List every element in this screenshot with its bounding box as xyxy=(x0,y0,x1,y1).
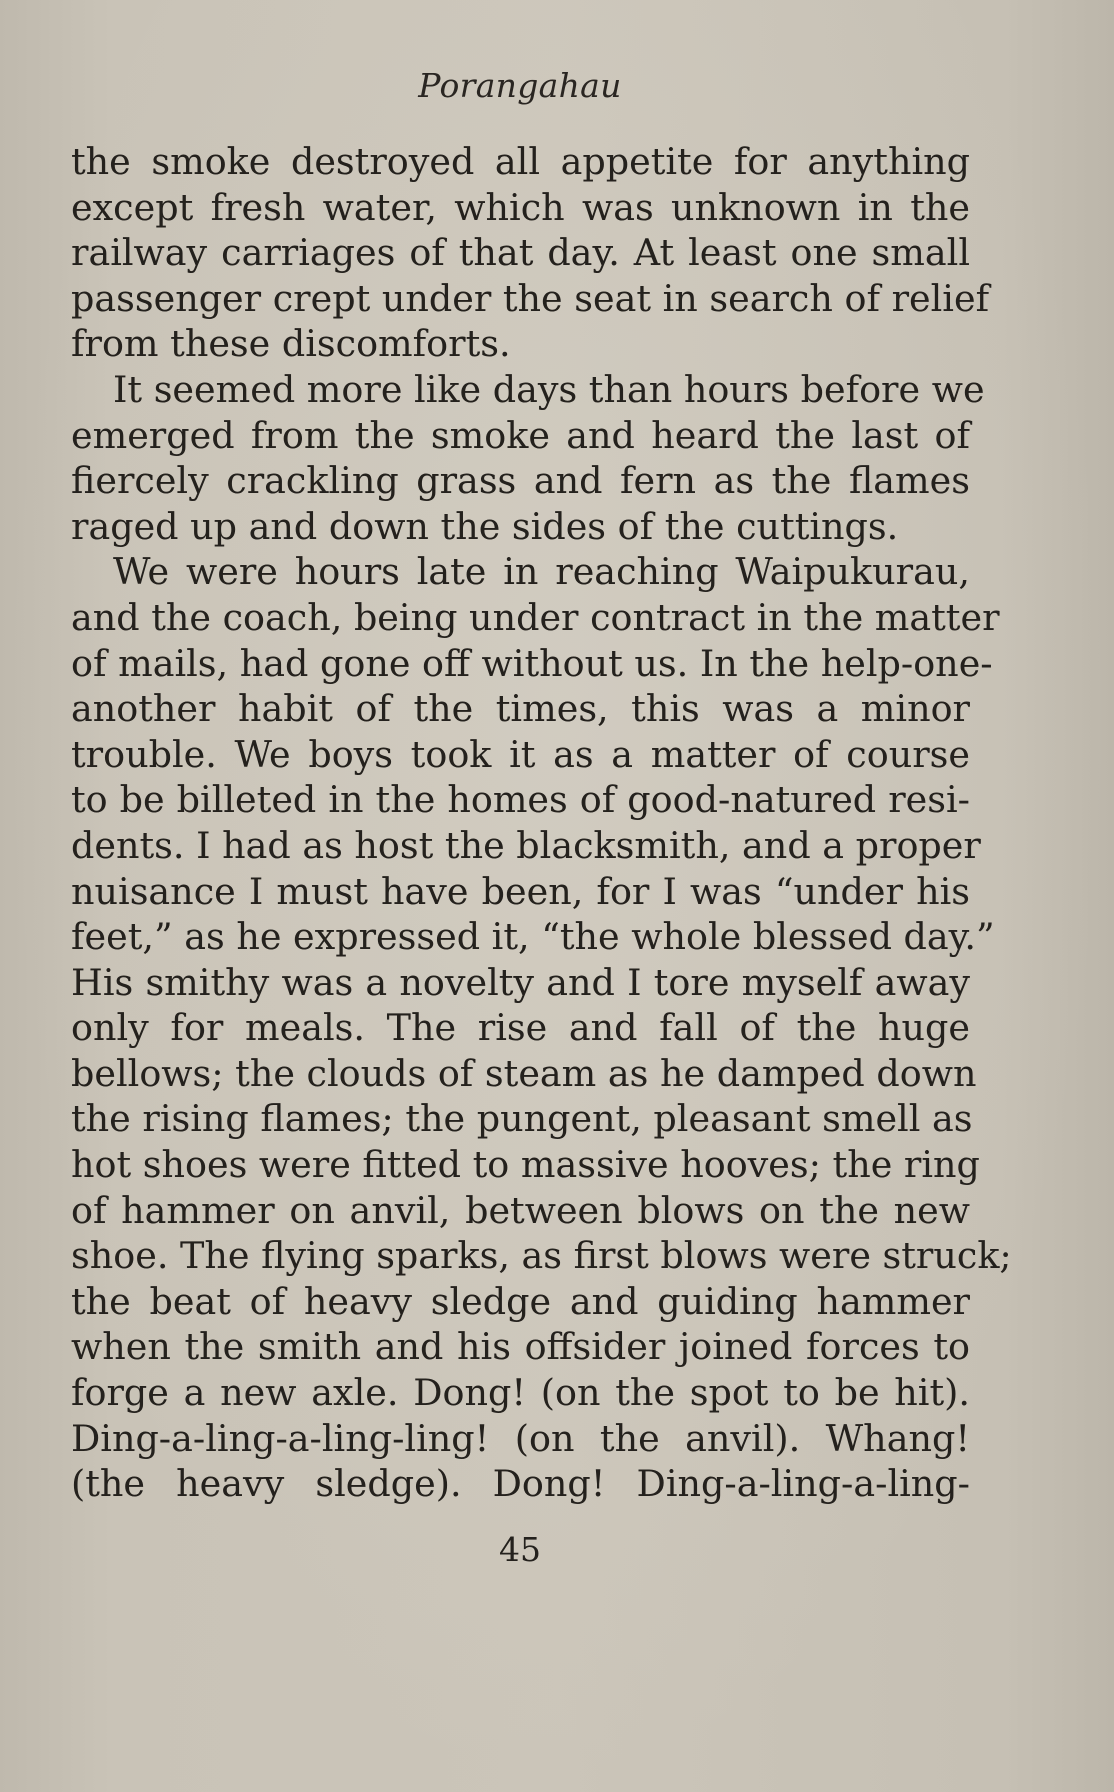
text-line: raged up and down the sides of the cuttings. xyxy=(71,504,899,548)
text-line: railway carriages of that day. At least one small xyxy=(71,231,970,275)
text-line: when the smith and his offsider joined forces to xyxy=(71,1325,970,1369)
running-head: Porangahau xyxy=(418,66,622,105)
text-line: the beat of heavy sledge and guiding hammer xyxy=(71,1279,970,1323)
text-line: trouble. We boys took it as a matter of course xyxy=(71,732,970,776)
text-line: feet,” as he expressed it, “the whole blessed day.” xyxy=(71,915,995,959)
text-line: emerged from the smoke and heard the last of xyxy=(71,413,970,457)
text-line: fiercely crackling grass and fern as the flames xyxy=(71,459,970,503)
body-text xyxy=(71,139,1012,1507)
text-line: hot shoes were fitted to massive hooves; the ring xyxy=(71,1143,980,1187)
text-line: from these discomforts. xyxy=(71,322,511,366)
text-line: the rising flames; the pungent, pleasant smell as xyxy=(71,1097,973,1141)
text-line: (the heavy sledge). Dong! Ding-a-ling-a-ling- xyxy=(71,1462,970,1506)
text-line: the smoke destroyed all appetite for anything xyxy=(71,140,970,183)
text-line: forge a new axle. Dong! (on the spot to be hit). xyxy=(71,1371,970,1415)
text-line: His smithy was a novelty and I tore myself away xyxy=(71,960,970,1004)
text-line: nuisance I must have been, for I was “under his xyxy=(71,869,970,913)
text-line: shoe. The flying sparks, as first blows were struck; xyxy=(71,1234,1012,1278)
text-line: We were hours late in reaching Waipukurau, xyxy=(113,550,970,594)
text-line: dents. I had as host the blacksmith, and a proper xyxy=(71,823,981,867)
text-line: of mails, had gone off without us. In the help-one- xyxy=(71,641,993,685)
text-line: and the coach, being under contract in the matter xyxy=(71,595,1000,639)
text-line: to be billeted in the homes of good-natured resi- xyxy=(71,778,970,822)
text-line: passenger crept under the seat in search of relief xyxy=(71,276,990,320)
text-line: only for meals. The rise and fall of the huge xyxy=(71,1006,970,1050)
text-line: another habit of the times, this was a minor xyxy=(71,687,970,731)
text-line: bellows; the clouds of steam as he damped down xyxy=(71,1051,977,1095)
text-line: Ding-a-ling-a-ling-ling! (on the anvil). Whang! xyxy=(71,1416,970,1460)
text-line: except fresh water, which was unknown in the xyxy=(71,185,970,229)
page-number: 45 xyxy=(499,1530,541,1569)
text-line: of hammer on anvil, between blows on the new xyxy=(71,1188,970,1232)
text-line: It seemed more like days than hours before we xyxy=(113,367,985,411)
